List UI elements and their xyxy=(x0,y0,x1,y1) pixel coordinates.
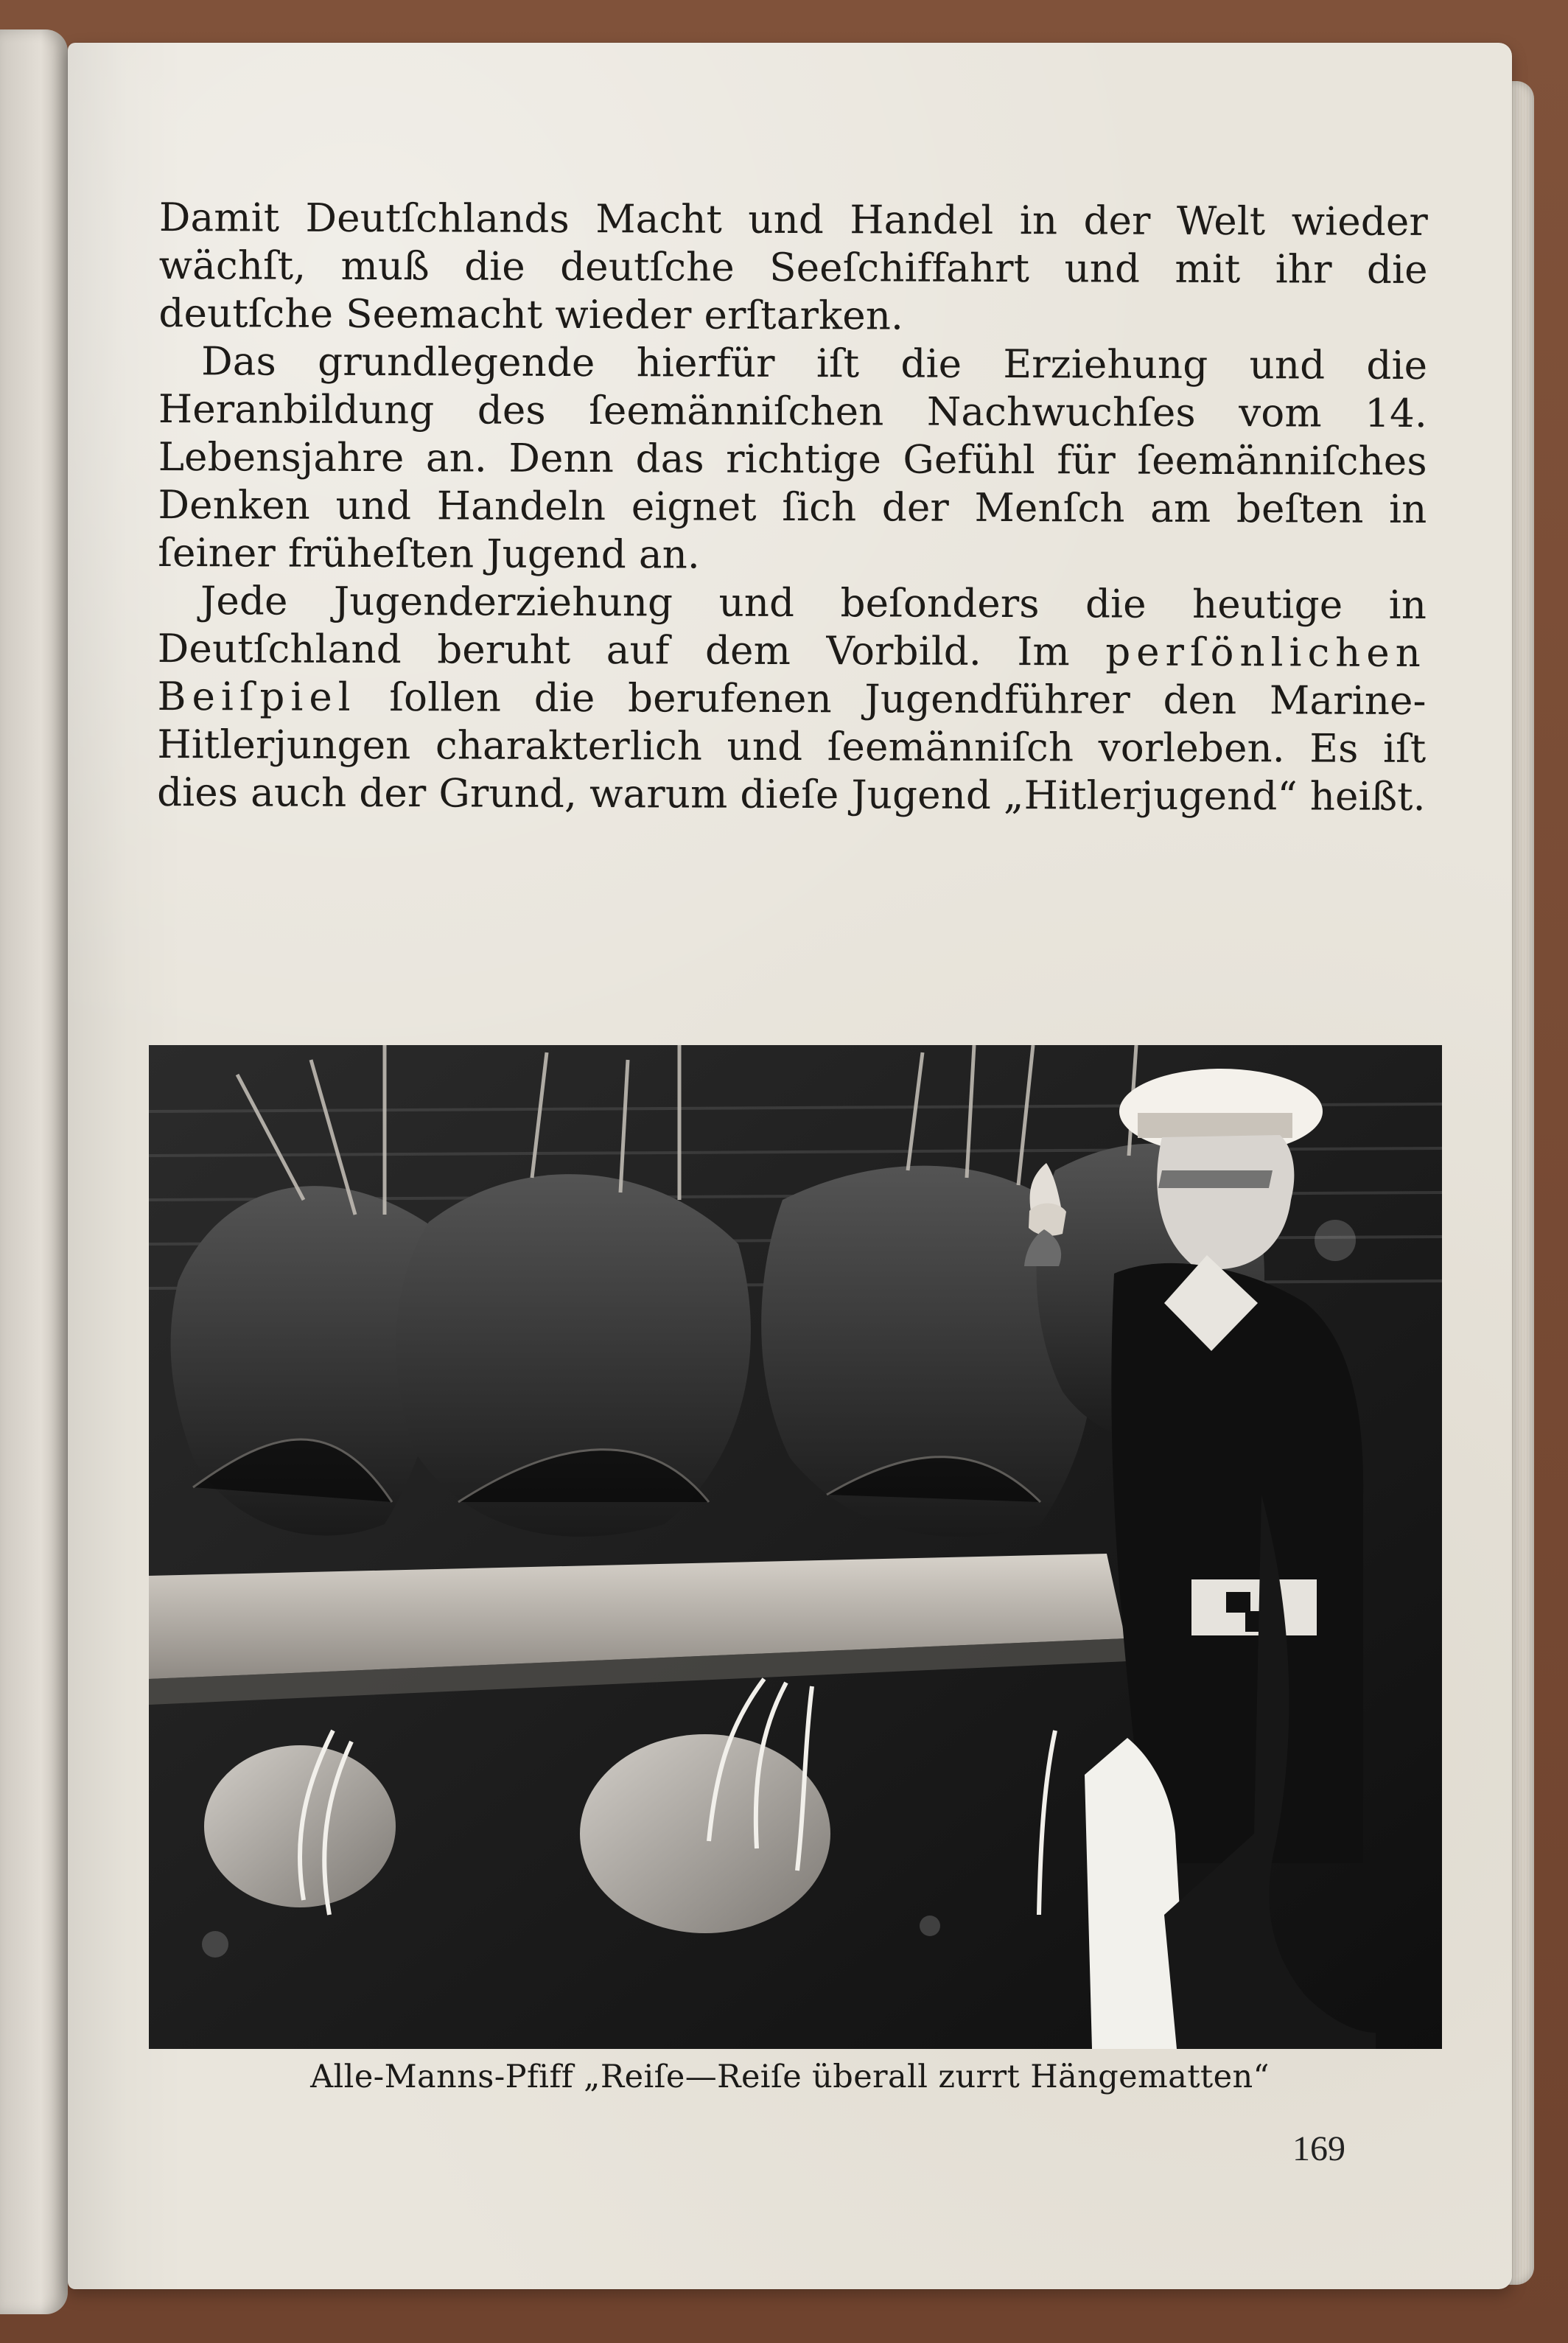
paragraph-1: Damit Deutſchlands Macht und Handel in der Welt wieder wächſt, muß die deutſche Seeſchiffahrt und mit ihr die deutſche Seemacht wieder erſtarken. xyxy=(158,195,1428,339)
page-text-block xyxy=(157,194,1428,821)
paragraph-2: Das grundlegende hierfür iſt die Erziehung und die Heranbildung des ſeemänniſchen Nachwuchſes vom 14. Lebensjahre an. Denn das richtige Gefühl für ſeemänniſches Denken und Handeln eignet ſich der Menſch am beſten in ſeiner früheſten Jugend an. xyxy=(158,339,1428,578)
left-page-edge xyxy=(0,29,68,2314)
photograph xyxy=(149,1045,1442,2049)
photo-caption: Alle-Manns-Pfiff „Reiſe—Reiſe überall zurrt Hängematten“ xyxy=(310,2059,1270,2095)
paragraph-3-spaced: perſönlichen Beiſpiel xyxy=(157,629,1427,720)
paragraph-3-lead: Jede Jugenderziehung und beſonders die heutige in Deutſchland beruht auf dem Vorbild. Im xyxy=(157,579,1427,675)
paragraph-3-trail: ſollen die berufenen Jugendführer den Marine-Hitlerjungen charakterlich und ſeemänniſch vorleben. Es iſt dies auch der Grund, warum dieſe Jugend „Hitlerjugend“ heißt. xyxy=(157,674,1427,820)
book-page xyxy=(68,43,1512,2289)
photo-illustration xyxy=(149,1045,1442,2049)
paragraph-3 xyxy=(157,577,1427,821)
page-number: 169 xyxy=(1292,2129,1345,2168)
